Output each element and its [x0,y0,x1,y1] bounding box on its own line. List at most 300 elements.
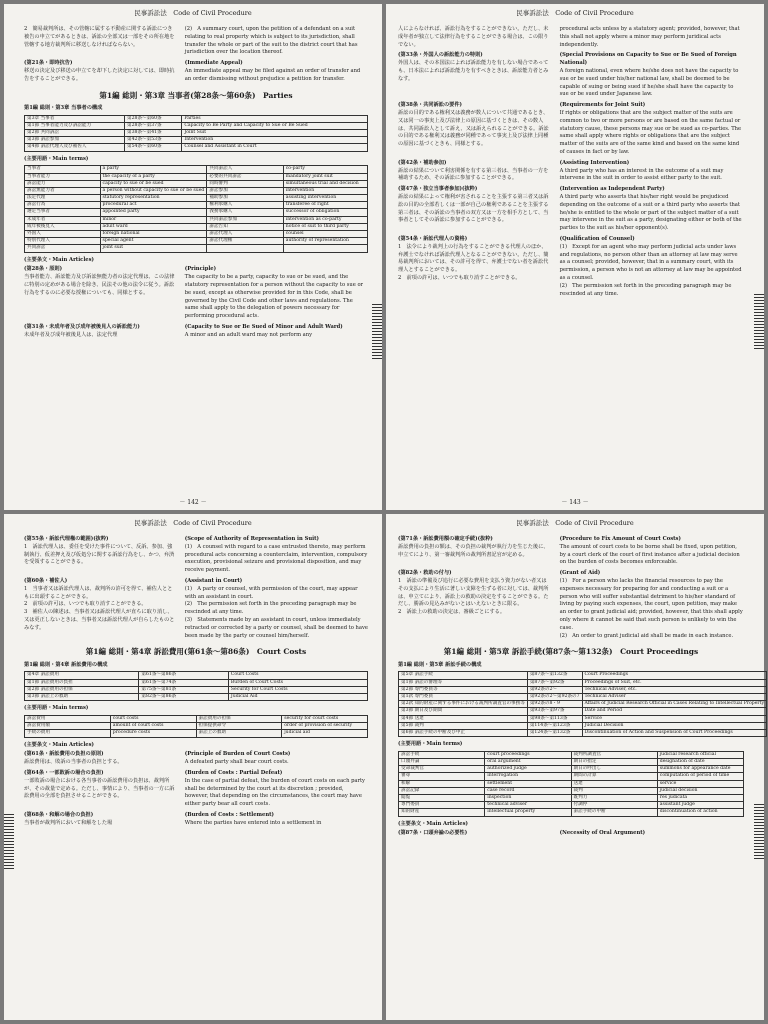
book-page-142 [4,4,382,510]
table-row [25,238,368,245]
table-row [399,759,744,766]
table-row [399,809,744,816]
table-cell: 訴訟代理人 [207,231,283,238]
table-row [399,708,767,715]
table-cell: minor [100,216,207,223]
table-cell: 第2款 知的財産に関する事件における裁判所調査官の事務等 [399,701,528,708]
table-cell: 同時審判 [207,180,283,187]
table-cell: intellectual property [485,809,571,816]
table-cell: Judicial Aid [228,693,367,700]
table-row [399,672,767,679]
table-row [399,751,744,758]
table-row [25,202,368,209]
table-cell: 第4節 送達 [399,715,528,722]
text-jp: 2 簡易裁判所は、その管轄に属する不動産に関する訴訟につき被告の申立てがあるときは、訴訟の全部又は一部をその所在地を管轄する地方裁判所に移送しなければならない。 [24,26,175,48]
table-cell: Parties [182,115,368,122]
table-row [25,195,368,202]
table-cell: 訴訟参加 [207,187,283,194]
table-cell: 第82条～第86条 [139,693,228,700]
table-cell: Intervention [182,137,368,144]
table-cell: 受命裁判官 [399,766,485,773]
table-cell [207,245,283,252]
table-cell: 訴訟上の救助 [196,730,282,737]
margin-stamp [754,294,764,350]
table-cell: 第1節 当事者能力及び訴訟能力 [25,122,125,129]
table-cell: 権利承継人 [207,202,283,209]
article-text-jp: 一部敗訴の場合における各当事者の訴訟費用の負担は、裁判所が、その裁量で定める。ただし、事情により、当事者の一方に訴訟費用の全部を負担させることができる。 [24,777,175,800]
table-cell: court costs [110,715,196,722]
table-row [25,723,368,730]
article-heading-en: (Principle of Burden of Court Costs) [184,751,291,758]
table-row [25,187,368,194]
table-cell: joint suit [100,245,207,252]
table-row [25,223,368,230]
book-page-143 [386,4,764,510]
article-heading-en: (Assisting Intervention) [559,159,630,166]
table-cell: 第87条～第92条 [527,679,582,686]
article-heading-en: (Intervention as Independent Party) [559,186,665,193]
table-cell: 付調停 [571,802,657,809]
table-row [25,730,368,737]
table-cell: 第2節 共同訴訟 [25,130,125,137]
article-text-en: A third party who asserts that his/her right would be prejudiced depending on the outcome of a suit or a third party who asserts that he/she is entitled to the whole or part of the subject matter of a suit may intervene in the suit as a party, designating either or both of the parties to the suit as his/her opponent(s). [559,193,742,232]
article-42 [398,160,744,183]
running-header: 民事訴訟法 Code of Civil Procedure [134,519,252,527]
table-row [25,686,368,693]
article-text-jp: 1 当事者又は訴訟代理人は、裁判所の許可を得て、補佐人とともに出頭することができる。 2 前項の許可は、いつでも取り消すことができる。 3 補佐人の陳述は、当事者又は訴訟代理人が直ちに取り消し、又は更正しないときは、当事者又は訴訟代理人が自らしたものとみなす。 [24,585,175,631]
table-cell: 訴訟記録 [399,787,485,794]
table-cell: 既判力 [571,795,657,802]
table-cell: 第54条～第60条 [124,144,181,151]
article-68 [24,812,368,828]
table-cell: 第124条～第132条 [527,729,582,736]
article-64 [24,770,368,809]
table-cell: foreign national [100,231,207,238]
table-cell: 共同訴訟人 [207,166,283,173]
article-heading-en: (Grant of Aid) [559,570,601,577]
table-cell: special agent [100,238,207,245]
article-heading-en: (Necessity of Oral Argument) [559,830,646,837]
table-cell: discontinuation of action [657,809,743,816]
table-row [25,130,368,137]
article-text-jp: 訴訟費用の負担の額は、その負担の裁判が執行力を生じた後に、申立てにより、第一審裁判所の裁判所書記官が定める。 [398,543,549,558]
table-cell: 訴訟行為 [25,202,101,209]
article-text-en: An immediate appeal may be filed against an order of transfer and an order dismissing without prejudice a petition for transfer. [184,67,361,82]
page-number: － 142 － [179,499,207,506]
table-cell: 第1節 訴訟費用の負担 [25,679,139,686]
structure-title: 第1編 総則・第3章 当事者の構成 [24,104,103,111]
article-28 [24,266,368,321]
article-heading-jp: (第68条・和解の場合の負担) [24,811,94,818]
table-cell: Court Proceedings [582,672,767,679]
table-cell: transferee of right [283,202,367,209]
table-cell: 第1款 専門委員 [399,693,528,700]
table-cell: 訴訟手続の中断 [571,809,657,816]
running-header: 民事訴訟法 Code of Civil Procedure [516,9,634,17]
table-cell: 第92条の2～ [527,686,582,693]
table-cell: 外国人 [25,231,101,238]
table-row [25,180,368,187]
table-cell: security for court costs [282,715,368,722]
article-heading-en: (Principle) [184,266,217,273]
book-page-right-lower [386,514,764,1020]
table-cell: 未成年者 [25,216,101,223]
table-cell: 第3節 期日及び期間 [399,708,528,715]
table-cell: intervention as co-party [283,216,367,223]
table-cell: appointed party [100,209,207,216]
page-number: － 143 － [561,499,589,506]
table-cell: authority of representation [283,238,367,245]
terms-title: (主要用語・Main terms) [24,155,89,162]
table-cell: 第75条～第81条 [139,686,228,693]
table-cell: Discontinuation of Action and Suspension of Court Proceedings [582,729,767,736]
table-cell: a person without capacity to sue or be sued [100,187,207,194]
article-heading-jp: (第33条・外国人の訴訟能力の特則) [398,52,483,59]
table-cell: authorized judge [485,766,571,773]
article-heading-en: (Special Provisions on Capacity to Sue or Be Sued of Foreign National) [559,52,737,67]
article-heading-jp: (第61条・訴訟費用の負担の原則) [24,751,104,758]
table-cell: order of provision of security [282,723,368,730]
table-row [399,795,744,802]
table-cell: capacity to sue or be sued [100,180,207,187]
table-cell: 手続の費用 [25,730,111,737]
table-cell: counsel [283,231,367,238]
table-row [399,701,767,708]
table-cell: 訴訟手続 [399,751,485,758]
table-cell: 裁判所調査官 [571,751,657,758]
article-text-en: The capacity to be a party, capacity to sue or be sued, and the statutory representation for a person without the capacity to sue or be sued, except as otherwise provided for in this Code, shall be governed by the Civil Code and other laws and regulations. The same shall apply to the delegation of powers necessary for performing procedural acts. [184,274,364,320]
table-cell: judicial research official [657,751,743,758]
table-cell: Affairs of Judicial Research Official in Cases Relating to Intellectual Property [582,701,767,708]
table-cell: Proceedings of Suit, etc. [582,679,767,686]
article-heading-en: (Immediate Appeal) [184,60,243,67]
table-cell: Joint Suit [182,130,368,137]
terms-title: (主要用語・Main terms) [24,705,89,712]
table-row [25,245,368,252]
article-heading-en: (Procedure to Fix Amount of Court Costs) [559,536,681,542]
table-cell: 当事者 [25,166,101,173]
article-text-en: Where the parties have entered into a settlement in [184,819,322,826]
table-cell: 義務承継人 [207,209,283,216]
table-cell: amount of court costs [110,723,196,730]
table-cell: 閲覧 [399,795,485,802]
table-cell: successor of obligation [283,209,367,216]
table-cell: 第61条～第86条 [139,672,228,679]
table-row [25,693,368,700]
table-cell: res judicata [657,795,743,802]
terms-table [24,715,368,738]
table-cell: 裁判 [571,787,657,794]
article-text-en: If rights or obligations that are the subject matter of the suits are common to two or more persons or are based on the same factual or statutory cause, these persons may sue or be sued as co-parties. The same shall apply where rights or obligations that are the subject matter of the suits are of the same kind and based on the same kind of causes in fact or by law. [559,109,742,155]
table-row [399,780,744,787]
table-row [25,679,368,686]
table-cell: oral argument [485,759,571,766]
article-text-en: A defeated party shall bear court costs. [184,759,289,766]
article-71 [398,536,744,567]
table-cell: 期日の呼出し [571,766,657,773]
table-cell: designation of date [657,759,743,766]
table-cell: 訴訟費用 [25,715,111,722]
table-cell: 特別代理人 [25,238,101,245]
article-heading-en: (Burden of Costs : Settlement) [184,811,274,818]
running-header: 民事訴訟法 Code of Civil Procedure [134,9,252,17]
table-cell: notice of suit to third party [283,223,367,230]
article-20-para-2 [24,26,368,57]
book-page-left-lower [4,514,382,1020]
table-cell: 訴訟無能力者 [25,187,101,194]
table-cell: 第93条～第97条 [527,708,582,715]
article-text-en: A third party who has an interest in the outcome of a suit may intervene in the suit in order to assist either party to the suit. [559,167,724,182]
article-31-continued [398,26,744,49]
margin-stamp [4,814,14,870]
table-cell [283,245,367,252]
table-cell: mandatory joint suit [283,173,367,180]
article-heading-en: (Requirements for Joint Suit) [559,102,646,109]
table-row [399,766,744,773]
table-row [25,173,368,180]
article-heading-en: (Qualification of Counsel) [559,235,635,242]
article-60 [24,578,368,640]
table-cell: 訴訟費用額 [25,723,111,730]
table-cell: 第114条～第123条 [527,722,582,729]
table-cell: 第28条～第37条 [124,122,181,129]
table-cell: 第2節 専門委員等 [399,686,528,693]
table-cell: assistant judge [657,802,743,809]
article-heading-jp: (第54条・訴訟代理人の資格) [398,235,468,242]
table-row [25,122,368,129]
article-text-jp: 訴訟費用は、敗訴の当事者の負担とする。 [24,759,123,766]
table-cell: 共同訴訟参加 [207,216,283,223]
article-text-jp: 未成年者及び成年被後見人は、法定代理 [24,331,118,338]
article-text-jp: 1 訴訟の準備及び追行に必要な費用を支払う資力がない者又はその支払により生活に著しい支障を生ずる者に対しては、裁判所は、申立てにより、訴訟上の救助の決定をすることができる。ただし、勝訴の見込みがないとはいえないときに限る。 2 訴訟上の救助の決定は、審級ごとにする。 [398,577,549,616]
table-cell: 選定当事者 [25,209,101,216]
table-cell: inspection [485,795,571,802]
table-cell: 第2節 訴訟費用の担保 [25,686,139,693]
margin-stamp [372,304,382,360]
table-cell: 第3章 当事者 [25,115,125,122]
table-cell: 成年被後見人 [25,223,101,230]
table-cell: 知的財産 [399,809,485,816]
structure-table [24,671,368,701]
table-row [25,137,368,144]
article-text-en: (1) A counsel with regard to a case entrusted thereto, may perform procedural acts concerning a counterclaim, intervention, compulsory execution, provisional seizure and provisional disposition, and may receive payment. [184,543,368,574]
table-cell: 訴訟費用の担保 [196,715,282,722]
table-row [399,715,767,722]
article-38 [398,102,744,157]
article-heading-jp: (第82条・救助の付与) [398,570,452,577]
table-cell: Technical Adviser [582,693,767,700]
table-cell: 第1節 訴訟の審理等 [399,679,528,686]
table-cell: judicial decision [657,787,743,794]
chapter-title: 第1編 総則・第5章 訴訟手続(第87条～第132条) Court Proceedings [443,647,699,657]
article-heading-jp: (第60条・補佐人) [24,577,68,584]
table-cell: 第5章 訴訟手続 [399,672,528,679]
article-heading-jp: (第42条・補助参加) [398,159,447,166]
table-cell: Technical Adviser, etc. [582,686,767,693]
running-header: 民事訴訟法 Code of Civil Procedure [516,519,634,527]
table-cell: 第61条～第74条 [139,679,228,686]
table-cell: Court Costs [228,672,367,679]
table-row [399,729,767,736]
main-articles-title: (主要条文・Main Articles) [398,820,468,827]
main-articles-title: (主要条文・Main Articles) [24,741,94,748]
table-cell: case record [485,787,571,794]
table-cell: Service [582,715,767,722]
table-cell: 第6節 訴訟手続の中断及び中止 [399,729,528,736]
table-row [25,672,368,679]
table-cell: service [657,780,743,787]
article-heading-jp: (第28条・原則) [24,266,63,273]
article-heading-jp: (第64条・一部敗訴の場合の負担) [24,769,104,776]
text-en: (2) A summary court, upon the petition of a defendant on a suit relating to real property which is subject to its jurisdiction, shall transfer the whole or part of the suit to the district court that has jurisdiction over the location thereof. [184,26,358,56]
article-heading-en: (Scope of Authority of Representation in Suit) [184,536,319,542]
text-jp: 人によらなければ、訴訟行為をすることができない。ただし、未成年者が独立して法律行為をすることができる場合は、この限りでない。 [398,26,549,48]
structure-title: 第1編 総則・第4章 訴訟費用の構成 [24,661,108,668]
table-cell: 第98条～第113条 [527,715,582,722]
article-heading-jp: (第71条・訴訟費用額の確定手続)(抜粋) [398,536,493,542]
table-cell: 第92条の2～第92条の7 [527,693,582,700]
table-cell: assisting intervention [283,195,367,202]
table-cell: Security for Court Costs [228,686,367,693]
table-row [25,715,368,722]
article-heading-jp: (第47条・独立当事者参加)(抜粋) [398,186,478,193]
table-cell: 必要的共同訴訟 [207,173,283,180]
table-cell: settlement [485,780,571,787]
table-cell: 口頭弁論 [399,759,485,766]
table-cell: 当事者能力 [25,173,101,180]
table-cell: 共同訴訟 [25,245,101,252]
article-text-en: A minor and an adult ward may not perform any [184,331,313,338]
table-row [25,115,368,122]
table-cell: 訴訟能力 [25,180,101,187]
article-text-jp: 1 法令により裁判上の行為をすることができる代理人のほか、弁護士でなければ訴訟代理人となることができない。ただし、簡易裁判所においては、その許可を得て、弁護士でない者を訴訟代理人とすることができる。 2 前項の許可は、いつでも取り消すことができる。 [398,243,549,281]
article-heading-jp: (第87条・口頭弁論の必要性) [398,830,468,837]
table-cell: 専門委員 [399,802,485,809]
table-row [399,679,767,686]
table-cell: 法定代理 [25,195,101,202]
table-cell: procedural act [100,202,207,209]
chapter-title: 第1編 総則・第3章 当事者(第28条～第60条) Parties [99,90,293,100]
article-heading-en: (Burden of Costs : Partial Defeat) [184,769,283,776]
article-54 [398,236,744,298]
article-heading-jp: (第31条・未成年者及び成年被後見人の訴訟能力) [24,323,140,330]
article-heading-en: (Assistant in Court) [184,577,243,584]
table-cell: the capacity of a party [100,173,207,180]
article-47 [398,186,744,233]
table-cell: summons for appearance date [657,766,743,773]
table-cell: computation of period of time [657,773,743,780]
table-row [25,144,368,151]
article-text-jp: 移送の決定及び移送の申立てを却下した決定に対しては、即時抗告をすることができる。 [24,67,175,82]
article-heading-jp: (第38条・共同訴訟の要件) [398,102,463,109]
article-text-en: The amount of court costs to be borne shall be fixed, upon petition, by a court clerk of the court of first instance after a judicial decision on the burden of costs becomes enforceable. [559,543,740,566]
table-row [399,686,767,693]
structure-title: 第1編 総則・第5章 訴訟手続の構成 [398,661,482,668]
article-text-jp: 1 訴訟代理人は、委任を受けた事件について、反訴、参加、強制執行、仮差押え及び仮処分に関する訴訟行為をし、かつ、弁済を受領することができる。 [24,543,175,566]
table-cell: simultaneous trial and decision [283,180,367,187]
table-row [25,209,368,216]
table-cell: interrogation [485,773,571,780]
article-21 [24,60,368,83]
table-cell: 第87条～第132条 [527,672,582,679]
article-heading-jp: (第55条・訴訟代理権の範囲)(抜粋) [24,536,109,542]
table-row [25,216,368,223]
article-text-jp: 訴訟の結果によって権利が害されることを主張する第三者又は訴訟の目的の全部若しくは一部が自己の権利であることを主張する第三者は、その訴訟の当事者の双方又は一方を相手方として、当事者としてその訴訟に参加することができる。 [398,193,549,224]
margin-stamp [754,804,764,860]
table-row [25,231,368,238]
article-82 [398,570,744,640]
table-cell: 第3節 訴訟上の救助 [25,693,139,700]
chapter-title: 第1編 総則・第4章 訴訟費用(第61条～第86条) Court Costs [85,647,307,657]
table-cell: 第38条～第41条 [124,130,181,137]
article-33 [398,52,744,99]
terms-table [24,165,368,252]
table-cell: 和解 [399,780,485,787]
table-cell: a party [100,166,207,173]
article-text-jp: 訴訟の結果について利害関係を有する第三者は、当事者の一方を補助するため、その訴訟に参加することができる。 [398,167,549,182]
table-cell: 送達 [571,780,657,787]
table-cell: 期間の計算 [571,773,657,780]
table-cell: adult ward [100,223,207,230]
article-31 [24,324,368,340]
table-cell: statutory representation [100,195,207,202]
table-cell: Counsel and Assistant in Court [182,144,368,151]
table-row [399,722,767,729]
article-text-en: A foreign national, even where he/she does not have the capacity to sue or be sued under his/her national law, shall be deemed to be capable of suing or being sued if he/she shall have the capacity to sue or be sued under Japanese law. [559,67,739,98]
table-cell: 第3節 訴訟参加 [25,137,125,144]
structure-table [398,671,767,737]
table-cell: 補助参加 [207,195,283,202]
table-cell: 第4章 訴訟費用 [25,672,139,679]
table-cell: judicial aid [282,730,368,737]
table-row [399,802,744,809]
article-text-en: (1) A party or counsel, with permission of the court, may appear with an assistant in court. (2) The permission set forth in the preceding paragraph may be rescinded at any time. (3) Statements made by an assistant in court, unless immediately retracted or corrected by a party or counsel, shall be deemed to have been made by the party or counsel him/herself. [184,585,368,639]
table-cell: 第28条～第60条 [124,115,181,122]
main-articles-title: (主要条文・Main Articles) [24,256,94,263]
table-cell: intervention [283,187,367,194]
table-cell: co-party [283,166,367,173]
table-cell: 審尋 [399,773,485,780]
table-row [25,166,368,173]
table-cell: 訴訟代理権 [207,238,283,245]
article-heading-en: (Capacity to Sue or Be Sued of Minor and Adult Ward) [184,323,343,330]
article-text-jp: 外国人は、その本国法によれば訴訟能力を有しない場合であっても、日本法によれば訴訟能力を有すべきときは、訴訟能力者とみなす。 [398,60,549,82]
article-text-en: (1) For a person who lacks the financial resources to pay the expenses necessary for preparing for and conducting a suit or a person who will suffer substantial detriment to his/her standard of living by paying such expenses, the court, upon petition, may make an order to grant judicial aid; provided, however, that this shall apply only where it cannot be said that such person is unlikely to win the case. (2) An order to grant judicial aid shall be made in each instance. [559,577,743,639]
article-text-jp: 当事者が裁判所において和解をした場 [24,819,113,826]
table-cell: court proceedings [485,751,571,758]
structure-table [24,115,368,152]
terms-title: (主要用語・Main terms) [398,741,463,748]
table-cell: 担保提供命令 [196,723,282,730]
table-cell: 期日の指定 [571,759,657,766]
table-cell: 第4節 訴訟代理人及び補佐人 [25,144,125,151]
article-55 [24,536,368,575]
article-heading-jp: (第21条・即時抗告) [24,60,73,67]
table-cell: 第42条～第53条 [124,137,181,144]
table-row [399,693,767,700]
text-en: procedural acts unless by a statutory agent; provided, however, that this shall not apply where a minor may perform juridical acts independently. [559,26,740,48]
table-cell: Burden of Court Costs [228,679,367,686]
table-row [399,787,744,794]
article-text-jp: 当事者能力、訴訟能力及び訴訟無能力者の法定代理は、この法律に特別の定めがある場合を除き、民法その他の法令に従う。訴訟行為をするのに必要な授権についても、同様とする。 [24,274,175,296]
article-text-jp: 訴訟の目的である権利又は義務が数人について共通であるとき、又は同一の事実上及び法律上の原因に基づくときは、その数人は、共同訴訟人として訴え、又は訴えられることができる。訴訟の目的である権利又は義務が同種であって事実上及び法律上同種の原因に基づくときも、同様とする。 [398,109,549,148]
article-61 [24,751,368,767]
table-cell: technical adviser [485,802,571,809]
table-cell: Date and Period [582,708,767,715]
table-cell: 訴訟告知 [207,223,283,230]
article-87 [398,830,744,838]
table-cell: 第92条の8・9 [527,701,582,708]
